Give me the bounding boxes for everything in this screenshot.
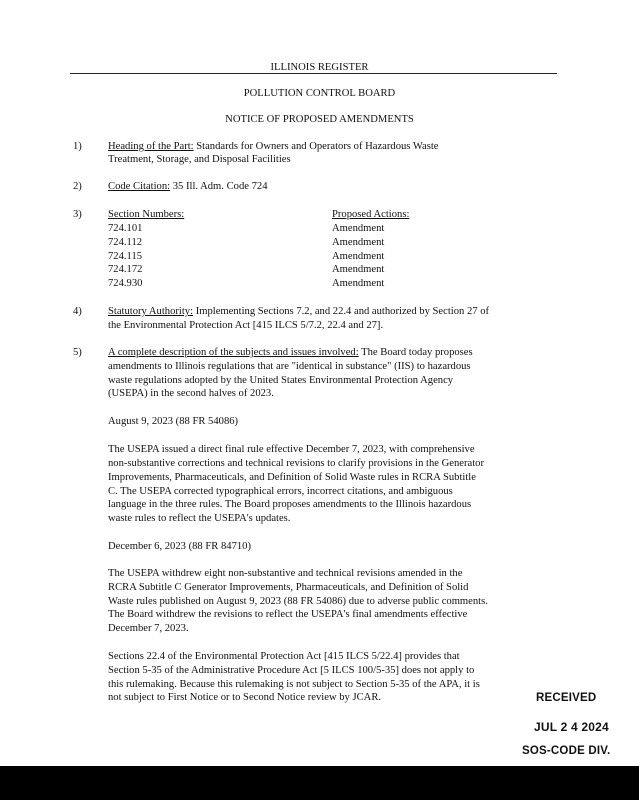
item-2-label: Code Citation: <box>108 181 171 192</box>
header-rule <box>70 73 557 74</box>
para-3-line: this rulemaking. Because this rulemaking is not subject to Section 5-35 of the APA, it is <box>108 679 480 690</box>
para-3-line: Section 5-35 of the Administrative Procedure Act [5 ILCS 100/5-35] does not apply to <box>108 665 475 676</box>
section-numbers-header: Section Numbers: <box>108 209 185 220</box>
para-2-line: RCRA Subtitle C Generator Improvements, Pharmaceuticals, and Definition of Solid <box>108 582 469 593</box>
item-1-text: Standards for Owners and Operators of Hazardous Waste <box>193 141 439 152</box>
item-1-label: Heading of the Part: <box>108 141 194 152</box>
received-stamp: RECEIVED <box>536 692 597 704</box>
para-1-line: C. The USEPA corrected typographical errors, incorrect citations, and ambiguous <box>108 486 453 497</box>
para-2-line: Waste rules published on August 9, 2023 (88 FR 54086) due to adverse public comments. <box>108 596 488 607</box>
bottom-black-band <box>0 766 639 800</box>
proposed-actions-header: Proposed Actions: <box>332 209 410 220</box>
item-2-value: 35 Ill. Adm. Code 724 <box>170 181 268 192</box>
item-5-number: 5) <box>73 347 82 358</box>
para-2-line: December 7, 2023. <box>108 623 189 634</box>
section-number: 724.930 <box>108 278 143 289</box>
item-5-line: waste regulations adopted by the United States Environmental Protection Agency <box>108 375 454 386</box>
item-3-number: 3) <box>73 209 82 220</box>
section-number: 724.172 <box>108 264 143 275</box>
para-3-line: Sections 22.4 of the Environmental Protection Act [415 ILCS 5/22.4] provides that <box>108 651 460 662</box>
proposed-action: Amendment <box>332 223 385 234</box>
section-number: 724.112 <box>108 237 143 248</box>
para-1-line: The USEPA issued a direct final rule effective December 7, 2023, with comprehensive <box>108 444 475 455</box>
para-2-line: The USEPA withdrew eight non-substantive and technical revisions amended in the <box>108 568 463 579</box>
item-4-number: 4) <box>73 306 82 317</box>
item-1-line-2: Treatment, Storage, and Disposal Facilities <box>108 154 291 165</box>
para-1-line: Improvements, Pharmaceuticals, and Definition of Solid Waste rules in RCRA Subtitle <box>108 472 476 483</box>
para-1-line: language in the three rules. The Board proposes amendments to the Illinois hazardous <box>108 499 472 510</box>
item-4-line-1 <box>108 305 489 319</box>
section-number: 724.101 <box>108 223 143 234</box>
notice-heading: NOTICE OF PROPOSED AMENDMENTS <box>225 114 414 125</box>
para-3-line: not subject to First Notice or to Second Notice review by JCAR. <box>108 692 382 703</box>
item-4-line-2: the Environmental Protection Act [415 ILCS 5/7.2, 22.4 and 27]. <box>108 320 384 331</box>
item-2-number: 2) <box>73 181 82 192</box>
date-heading-1: August 9, 2023 (88 FR 54086) <box>108 416 239 427</box>
item-4-label: Statutory Authority: <box>108 306 194 317</box>
board-heading: POLLUTION CONTROL BOARD <box>243 88 396 99</box>
item-5-text: The Board today proposes <box>358 347 473 358</box>
item-2-line <box>108 180 268 194</box>
date-heading-2: December 6, 2023 (88 FR 84710) <box>108 541 251 552</box>
item-5-line: (USEPA) in the second halves of 2023. <box>108 388 274 399</box>
proposed-action: Amendment <box>332 237 385 248</box>
item-5-line-1 <box>108 346 473 360</box>
proposed-action: Amendment <box>332 251 385 262</box>
proposed-action: Amendment <box>332 278 385 289</box>
proposed-action: Amendment <box>332 264 385 275</box>
received-date-stamp: JUL 2 4 2024 <box>534 720 609 734</box>
item-5-label: A complete description of the subjects and issues involved: <box>108 347 359 358</box>
section-number: 724.115 <box>108 251 143 262</box>
item-4-text: Implementing Sections 7.2, and 22.4 and authorized by Section 27 of <box>193 306 490 317</box>
item-1-number: 1) <box>73 141 82 152</box>
para-2-line: The Board withdrew the revisions to reflect the USEPA's final amendments effective <box>108 609 468 620</box>
item-1-line-1 <box>108 140 439 154</box>
item-5-line: amendments to Illinois regulations that are "identical in substance" (IIS) to hazardous <box>108 361 471 372</box>
register-heading: ILLINOIS REGISTER <box>270 62 369 73</box>
para-1-line: waste rules to reflect the USEPA's updates. <box>108 513 291 524</box>
division-stamp: SOS-CODE DIV. <box>522 745 611 757</box>
para-1-line: non-substantive corrections and technical revisions to clarify provisions in the Generator <box>108 458 484 469</box>
